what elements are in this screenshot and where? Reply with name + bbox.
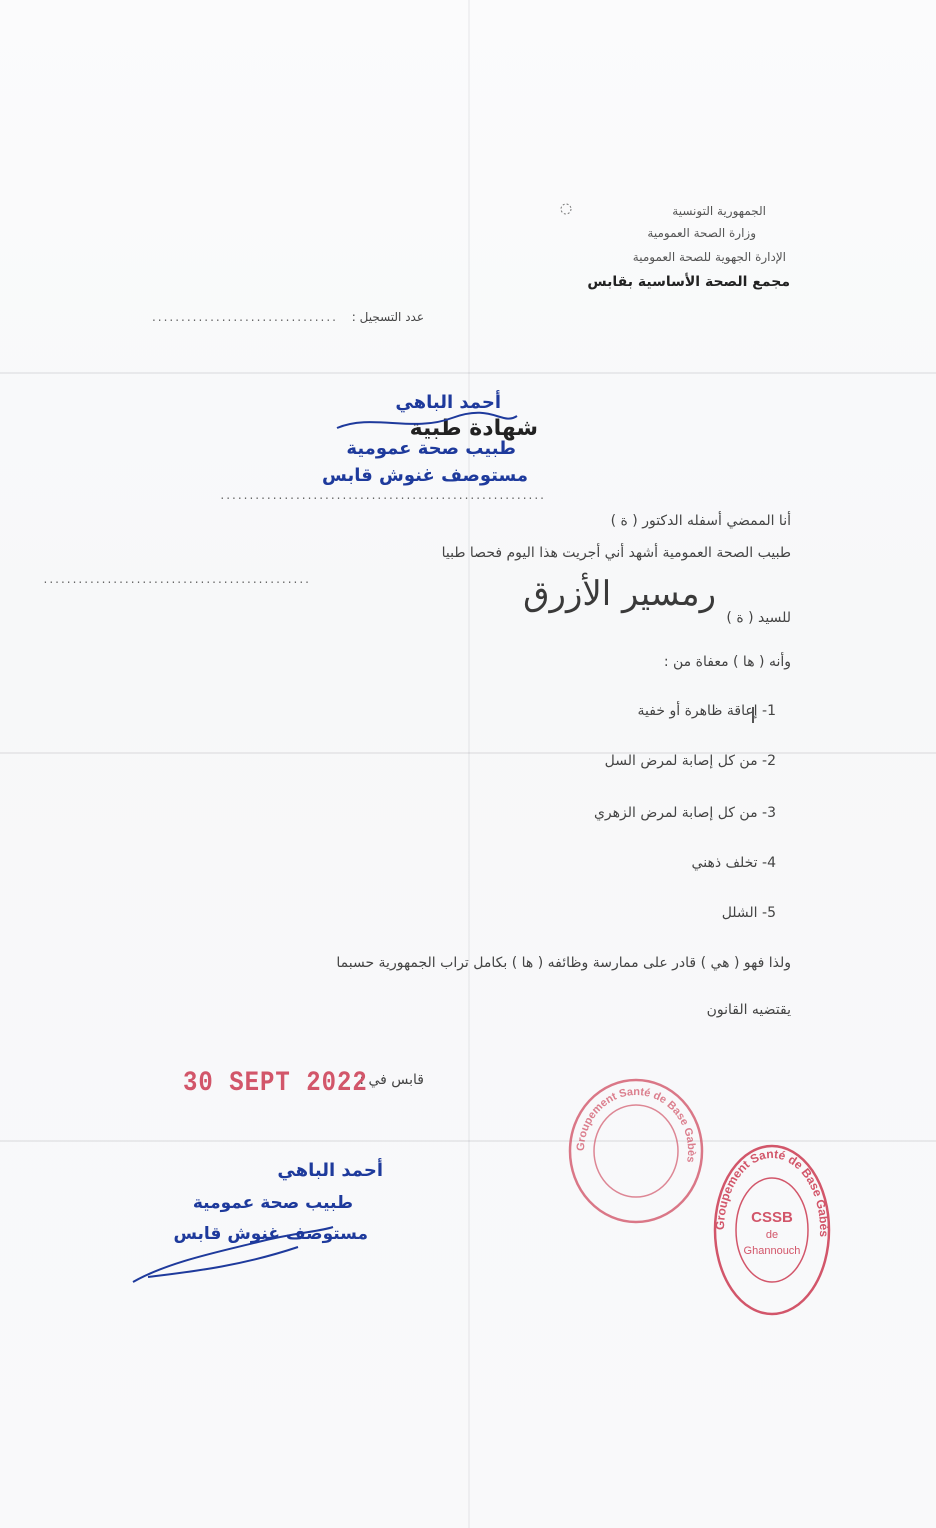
handwritten-patient-name: رمسير الأزرق [523, 574, 716, 614]
body-line-6: يقتضيه القانون [706, 1002, 791, 1018]
registration-label: عدد التسجيل : [351, 310, 424, 324]
seal-right-center-3: Ghannouch [743, 1245, 801, 1257]
body-line-5: ولذا فهو ( هي ) قادر على ممارسة وظائفه ( ها ) بكامل تراب الجمهورية حسبما [336, 955, 791, 971]
header-ministry: وزارة الصحة العمومية [647, 226, 756, 240]
header-region: الإدارة الجهوية للصحة العمومية [632, 250, 786, 264]
seal-left-text: Groupement Santé de Base Gabès [574, 1085, 698, 1164]
exam-item-2: 2- من كل إصابة لمرض السل [604, 753, 776, 769]
patient-name-dots: .............................................. [43, 572, 311, 586]
bottom-stamp-place: مستوصف غنوش قابس [173, 1224, 368, 1244]
bottom-stamp-role: طبيب صحة عمومية [192, 1193, 353, 1213]
place-date-label: قابس في : [359, 1072, 424, 1088]
top-stamp-place: مستوصف غنوش قابس [322, 465, 528, 486]
top-stamp-role: طبيب صحة عمومية [346, 438, 516, 459]
header-institution: مجمع الصحة الأساسية بقابس [587, 274, 790, 290]
exam-item-1: 1- إعاقة ظاهرة أو خفية [637, 703, 776, 719]
seal-left [566, 1076, 706, 1226]
body-line-1: أنا الممضي أسفله الدكتور ( ة ) [610, 513, 791, 529]
body-line-3: للسيد ( ة ) [726, 610, 791, 626]
body-line-2: طبيب الصحة العمومية أشهد أني أجريت هذا اليوم فحصا طبيا [441, 545, 791, 561]
bottom-stamp-name: أحمد الباهي [277, 1160, 383, 1181]
signature-scribble [332, 408, 522, 438]
header-country: الجمهورية التونسية [672, 204, 766, 218]
emblem-icon [555, 198, 577, 220]
exam-item-5: 5- الشلل [721, 905, 776, 921]
seal-right-center-1: CSSB [751, 1209, 793, 1226]
exam-item-3: 3- من كل إصابة لمرض الزهري [593, 805, 776, 821]
seal-right-center-2: de [765, 1229, 779, 1241]
doctor-name-dots: ........................................................ [220, 488, 546, 502]
registration-dots: ................................ [151, 310, 338, 324]
exam-item-4: 4- تخلف ذهني [691, 855, 776, 871]
seal-right-outer-text: Groupement Santé de Base Gabès [712, 1146, 832, 1238]
seal-right [712, 1142, 832, 1318]
top-stamp-name: أحمد الباهي [395, 392, 501, 413]
document-title: شهادة طبية [409, 416, 538, 441]
fold-line [468, 0, 470, 1528]
body-line-4: وأنه ( ها ) معفاة من : [663, 654, 791, 670]
date-stamp: 30 SEPT 2022 [183, 1067, 368, 1100]
signature-scribble [128, 1222, 338, 1292]
